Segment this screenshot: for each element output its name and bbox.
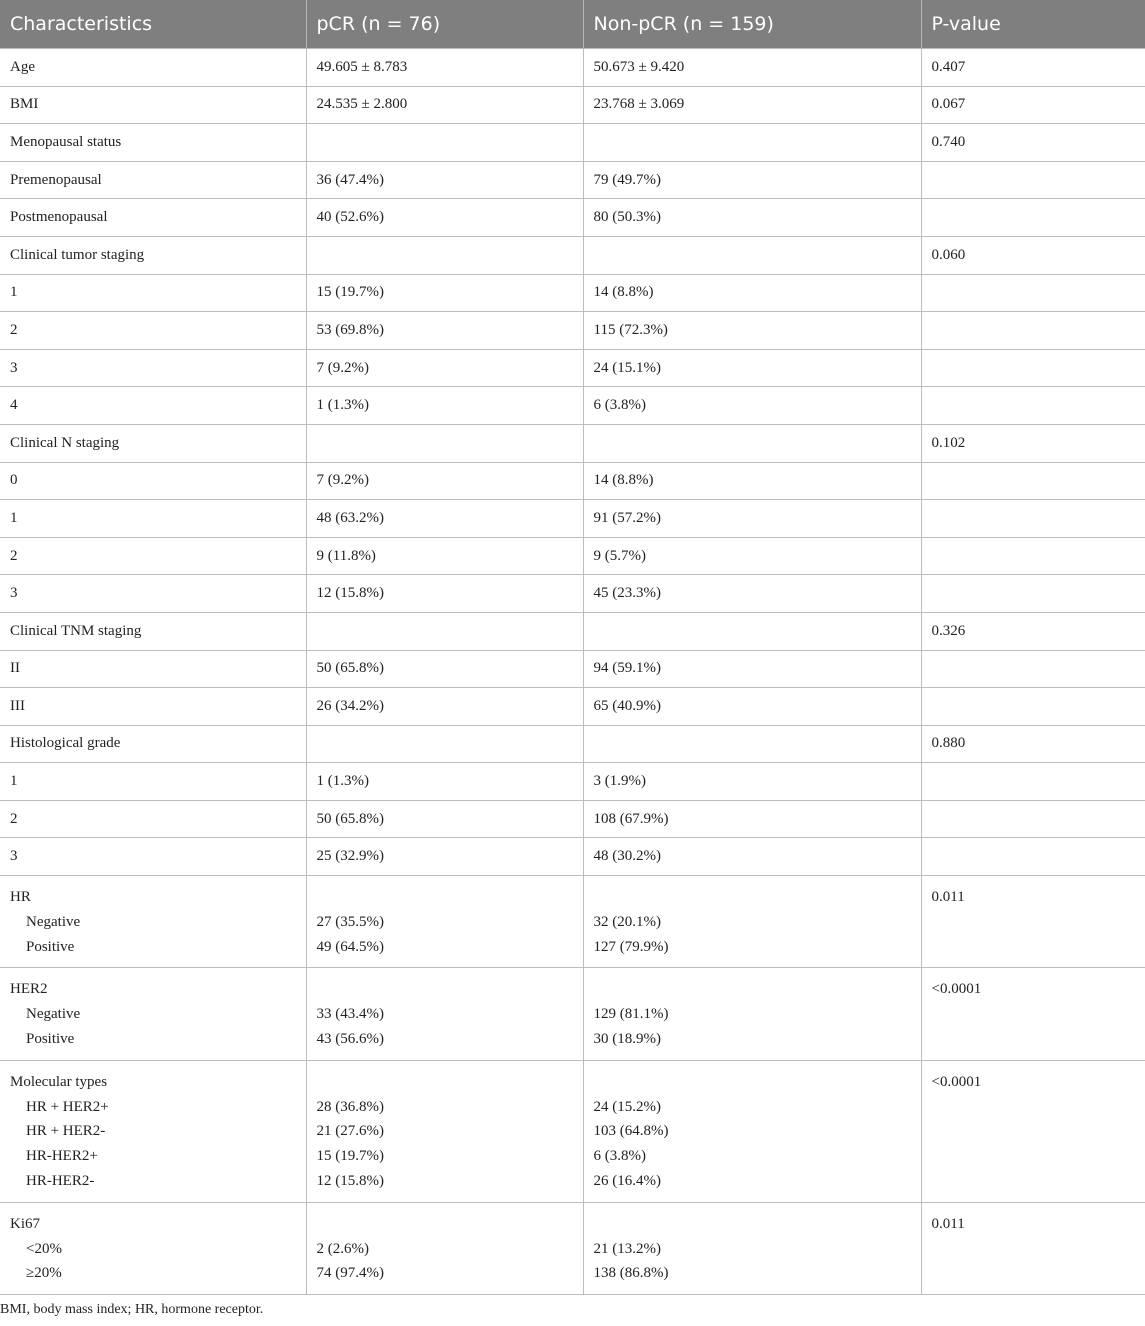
header-non-pcr: Non-pCR (n = 159) (583, 0, 921, 49)
characteristic-cell: 1 (0, 763, 306, 801)
pcr-cell: 26 (34.2%) (306, 688, 583, 726)
group-item-non-pcr: 32 (20.1%) (593, 913, 661, 930)
group-item-pcr: 21 (27.6%) (316, 1123, 384, 1140)
p-value-cell (921, 387, 1145, 425)
group-item-label: Positive (26, 938, 75, 955)
non-pcr-cell: 45 (23.3%) (583, 575, 921, 613)
p-value-cell (921, 161, 1145, 199)
group-item-non-pcr: 30 (18.9%) (593, 1031, 661, 1048)
spacer-line (317, 885, 573, 910)
pcr-cell: 15 (19.7%) (306, 274, 583, 312)
p-value-cell (921, 1060, 1145, 1202)
p-value-cell (921, 800, 1145, 838)
non-pcr-cell: 79 (49.7%) (583, 161, 921, 199)
non-pcr-cell (583, 1060, 921, 1202)
characteristic-cell: II (0, 650, 306, 688)
table-footnote: BMI, body mass index; HR, hormone receptor. (0, 1302, 264, 1318)
characteristic-cell: 3 (0, 349, 306, 387)
table-row (0, 763, 1145, 801)
group-item-non-pcr: 24 (15.2%) (593, 1098, 661, 1115)
pcr-cell (306, 124, 583, 162)
pcr-cell (306, 612, 583, 650)
p-value-cell (921, 650, 1145, 688)
characteristic-cell: Histological grade (0, 725, 306, 763)
pcr-cell (306, 236, 583, 274)
group-item-label: HR-HER2+ (26, 1148, 98, 1165)
pcr-cell (306, 1060, 583, 1202)
characteristic-cell: Premenopausal (0, 161, 306, 199)
p-value-cell: 0.740 (921, 124, 1145, 162)
spacer-line (317, 1070, 573, 1095)
pcr-cell (306, 876, 583, 968)
non-pcr-cell (583, 236, 921, 274)
pcr-cell: 25 (32.9%) (306, 838, 583, 876)
group-item-label: HR + HER2+ (26, 1098, 109, 1115)
group-item-label: ≥20% (26, 1265, 62, 1282)
group-p-value: 0.011 (931, 889, 965, 906)
characteristic-cell: 1 (0, 500, 306, 538)
non-pcr-cell: 6 (3.8%) (583, 387, 921, 425)
pcr-cell: 48 (63.2%) (306, 500, 583, 538)
spacer-line (594, 1212, 911, 1237)
non-pcr-cell: 24 (15.1%) (583, 349, 921, 387)
group-item-non-pcr: 6 (3.8%) (593, 1148, 646, 1165)
table-row (0, 124, 1145, 162)
spacer-line (594, 885, 911, 910)
non-pcr-cell (583, 1202, 921, 1294)
spacer-line (594, 977, 911, 1002)
group-item-pcr: 74 (97.4%) (316, 1265, 384, 1282)
characteristic-cell: 0 (0, 462, 306, 500)
group-item-pcr: 33 (43.4%) (316, 1006, 384, 1023)
group-item-non-pcr: 103 (64.8%) (593, 1123, 669, 1140)
non-pcr-cell (583, 612, 921, 650)
table-row (0, 500, 1145, 538)
non-pcr-cell: 80 (50.3%) (583, 199, 921, 237)
non-pcr-cell: 65 (40.9%) (583, 688, 921, 726)
group-item-pcr: 43 (56.6%) (316, 1031, 384, 1048)
pcr-cell: 1 (1.3%) (306, 763, 583, 801)
table-group-row (0, 1202, 1145, 1294)
group-item-pcr: 2 (2.6%) (316, 1240, 369, 1257)
p-value-cell (921, 349, 1145, 387)
group-item-pcr: 12 (15.8%) (316, 1173, 384, 1190)
characteristic-cell: Clinical N staging (0, 424, 306, 462)
p-value-cell (921, 838, 1145, 876)
group-title: Ki67 (10, 1215, 40, 1232)
table-row (0, 612, 1145, 650)
table-row (0, 312, 1145, 350)
p-value-cell (921, 274, 1145, 312)
group-title: Molecular types (10, 1073, 108, 1090)
table-header-row (0, 0, 1145, 49)
characteristic-cell (0, 1202, 306, 1294)
spacer-line (317, 977, 573, 1002)
characteristic-cell: Age (0, 49, 306, 87)
pcr-cell: 9 (11.8%) (306, 537, 583, 575)
non-pcr-cell (583, 124, 921, 162)
table-row (0, 387, 1145, 425)
pcr-cell: 1 (1.3%) (306, 387, 583, 425)
characteristic-cell (0, 876, 306, 968)
non-pcr-cell: 14 (8.8%) (583, 462, 921, 500)
non-pcr-cell: 91 (57.2%) (583, 500, 921, 538)
table-row (0, 199, 1145, 237)
group-item-non-pcr: 129 (81.1%) (593, 1006, 669, 1023)
pcr-cell (306, 424, 583, 462)
non-pcr-cell: 23.768 ± 3.069 (583, 86, 921, 124)
non-pcr-cell (583, 424, 921, 462)
group-item-non-pcr: 21 (13.2%) (593, 1240, 661, 1257)
header-p-value: P-value (921, 0, 1145, 49)
group-item-label: Negative (26, 913, 81, 930)
characteristic-cell: BMI (0, 86, 306, 124)
pcr-cell (306, 968, 583, 1060)
non-pcr-cell: 9 (5.7%) (583, 537, 921, 575)
spacer-line (594, 1070, 911, 1095)
p-value-cell (921, 537, 1145, 575)
non-pcr-cell: 115 (72.3%) (583, 312, 921, 350)
pcr-cell: 7 (9.2%) (306, 349, 583, 387)
group-item-non-pcr: 138 (86.8%) (593, 1265, 669, 1282)
table-row (0, 462, 1145, 500)
characteristic-cell: 3 (0, 838, 306, 876)
table-row (0, 725, 1145, 763)
characteristic-cell: III (0, 688, 306, 726)
table-row (0, 424, 1145, 462)
p-value-cell (921, 688, 1145, 726)
group-p-value: 0.011 (931, 1215, 965, 1232)
pcr-cell (306, 725, 583, 763)
group-item-pcr: 49 (64.5%) (316, 938, 384, 955)
characteristic-cell: 2 (0, 800, 306, 838)
group-item-non-pcr: 127 (79.9%) (593, 938, 669, 955)
p-value-cell (921, 462, 1145, 500)
characteristic-cell: Clinical TNM staging (0, 612, 306, 650)
characteristic-cell: 2 (0, 312, 306, 350)
non-pcr-cell: 108 (67.9%) (583, 800, 921, 838)
table-row (0, 86, 1145, 124)
p-value-cell: 0.067 (921, 86, 1145, 124)
non-pcr-cell: 3 (1.9%) (583, 763, 921, 801)
characteristic-cell: 4 (0, 387, 306, 425)
pcr-cell: 50 (65.8%) (306, 800, 583, 838)
p-value-cell (921, 500, 1145, 538)
pcr-cell: 50 (65.8%) (306, 650, 583, 688)
characteristic-cell: 1 (0, 274, 306, 312)
p-value-cell (921, 1202, 1145, 1294)
pcr-cell: 40 (52.6%) (306, 199, 583, 237)
table-row (0, 650, 1145, 688)
characteristic-cell: 3 (0, 575, 306, 613)
group-item-pcr: 28 (36.8%) (316, 1098, 384, 1115)
table-row (0, 236, 1145, 274)
non-pcr-cell (583, 876, 921, 968)
p-value-cell (921, 312, 1145, 350)
characteristic-cell: Menopausal status (0, 124, 306, 162)
non-pcr-cell: 14 (8.8%) (583, 274, 921, 312)
group-item-pcr: 27 (35.5%) (316, 913, 384, 930)
p-value-cell: 0.102 (921, 424, 1145, 462)
pcr-cell: 49.605 ± 8.783 (306, 49, 583, 87)
group-title: HR (10, 889, 31, 906)
characteristic-cell: Clinical tumor staging (0, 236, 306, 274)
spacer-line (317, 1212, 573, 1237)
pcr-cell: 7 (9.2%) (306, 462, 583, 500)
characteristic-cell (0, 1060, 306, 1202)
p-value-cell (921, 575, 1145, 613)
table-row (0, 349, 1145, 387)
table-row (0, 274, 1145, 312)
pcr-cell (306, 1202, 583, 1294)
p-value-cell (921, 876, 1145, 968)
table-group-row (0, 1060, 1145, 1202)
group-title: HER2 (10, 981, 48, 998)
group-item-non-pcr: 26 (16.4%) (593, 1173, 661, 1190)
non-pcr-cell (583, 725, 921, 763)
table-row (0, 161, 1145, 199)
table-row (0, 800, 1145, 838)
characteristic-cell (0, 968, 306, 1060)
p-value-cell (921, 968, 1145, 1060)
table-row (0, 575, 1145, 613)
p-value-cell (921, 763, 1145, 801)
header-pcr: pCR (n = 76) (306, 0, 583, 49)
pcr-cell: 36 (47.4%) (306, 161, 583, 199)
group-item-pcr: 15 (19.7%) (316, 1148, 384, 1165)
characteristic-cell: Postmenopausal (0, 199, 306, 237)
table-group-row (0, 876, 1145, 968)
group-p-value: <0.0001 (931, 981, 982, 998)
pcr-cell: 12 (15.8%) (306, 575, 583, 613)
p-value-cell: 0.060 (921, 236, 1145, 274)
table-group-row (0, 968, 1145, 1060)
group-item-label: <20% (26, 1240, 62, 1257)
non-pcr-cell: 50.673 ± 9.420 (583, 49, 921, 87)
table-row (0, 838, 1145, 876)
pcr-cell: 53 (69.8%) (306, 312, 583, 350)
p-value-cell (921, 199, 1145, 237)
non-pcr-cell: 48 (30.2%) (583, 838, 921, 876)
table-row (0, 688, 1145, 726)
non-pcr-cell: 94 (59.1%) (583, 650, 921, 688)
p-value-cell: 0.326 (921, 612, 1145, 650)
table-row (0, 49, 1145, 87)
characteristic-cell: 2 (0, 537, 306, 575)
table-body (0, 49, 1145, 1295)
group-item-label: Negative (26, 1006, 81, 1023)
header-characteristics: Characteristics (0, 0, 306, 49)
p-value-cell: 0.880 (921, 725, 1145, 763)
group-item-label: HR + HER2- (26, 1123, 106, 1140)
pcr-cell: 24.535 ± 2.800 (306, 86, 583, 124)
group-item-label: Positive (26, 1031, 75, 1048)
p-value-cell: 0.407 (921, 49, 1145, 87)
group-p-value: <0.0001 (931, 1073, 982, 1090)
group-item-label: HR-HER2- (26, 1173, 95, 1190)
non-pcr-cell (583, 968, 921, 1060)
table-row (0, 537, 1145, 575)
